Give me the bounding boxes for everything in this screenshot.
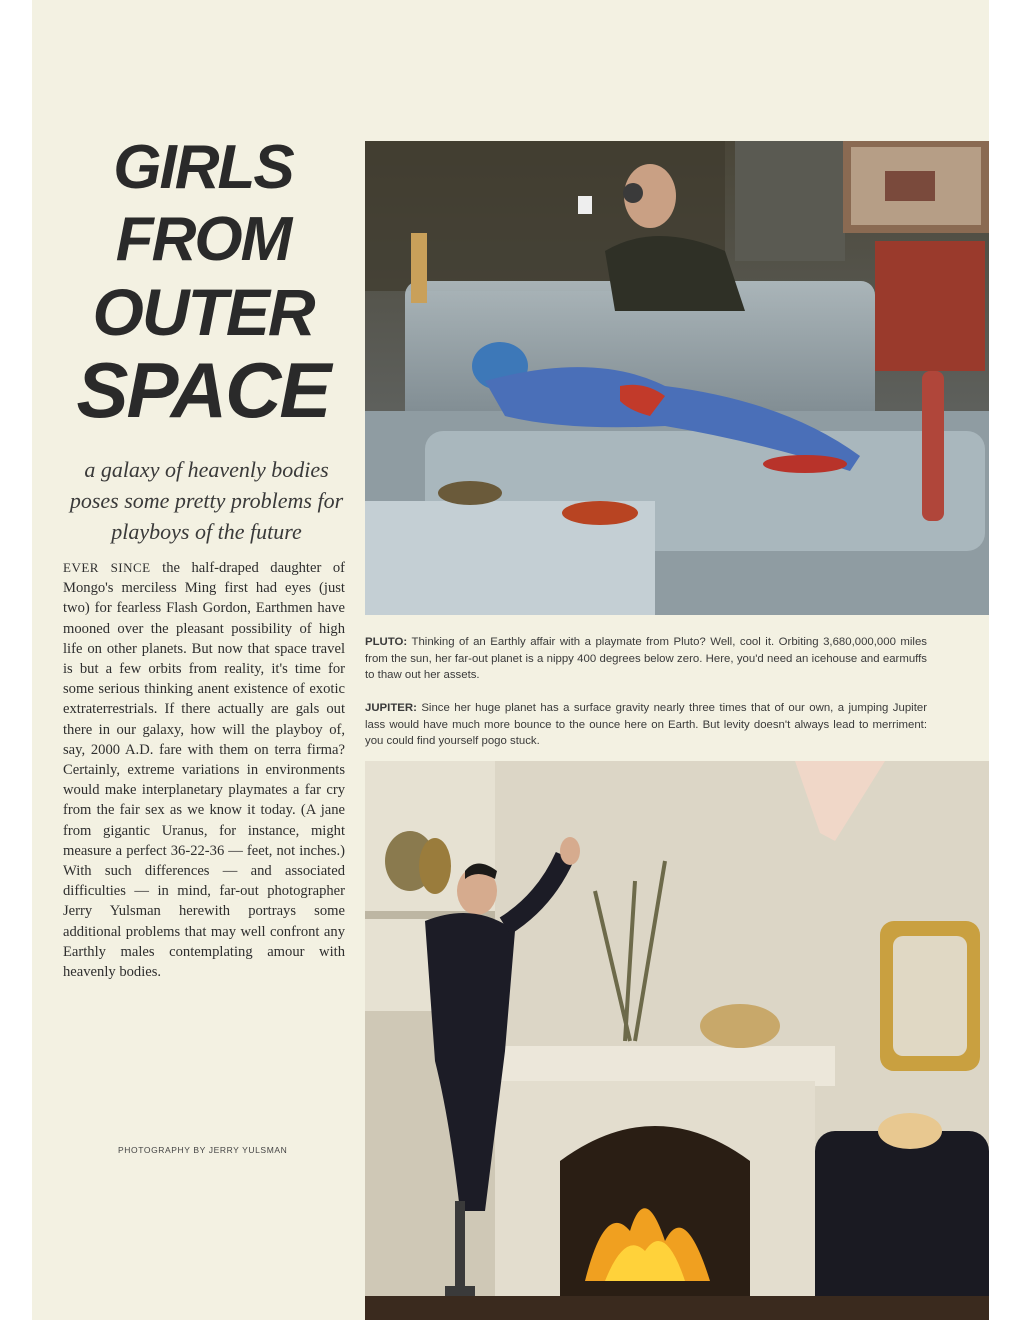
pluto-caption bbox=[365, 634, 927, 684]
jupiter-photo-illustration bbox=[365, 761, 989, 1320]
pluto-photo-illustration bbox=[365, 141, 989, 615]
headline-line-2: FROM bbox=[115, 205, 291, 274]
jupiter-caption-text: Since her huge planet has a surface gravity nearly three times that of our own, a jumping Jupiter lass would have much more bounce to the ounce here on Earth. But levity doesn't always lead to merriment: you could find yourself pogo stuck. bbox=[365, 702, 927, 748]
body-text: the half-draped daughter of Mongo's merciless Ming first had eyes (just two) for fearless Flash Gordon, Earthmen have mooned over the pleasant possibility of high life on other planets. But now that space travel is but a few orbits from reality, it's time for some serious thinking anent existence of exotic extraterrestrials. If there actually are gals out there in our galaxy, how will the playboy of, say, 2000 A.D. fare with them on terra firma? Certainly, extreme variations in environments would make interplanetary playmates a far cry from the fair sex as we know it today. (A jane from gigantic Uranus, for instance, might measure a perfect 36-22-36 — feet, not inches.) With such differences — and associated difficulties — in mind, far-out photographer Jerry Yulsman herewith portrays some additional problems that may well confront any Earthly males contemplating amour with heavenly bodies. bbox=[63, 560, 346, 981]
photo-credit: PHOTOGRAPHY BY JERRY YULSMAN bbox=[118, 1145, 288, 1155]
headline-line-1: GIRLS bbox=[113, 133, 293, 202]
headline-line-4: SPACE bbox=[76, 346, 330, 434]
jupiter-caption bbox=[365, 700, 927, 750]
pluto-caption-text: Thinking of an Earthly affair with a playmate from Pluto? Well, cool it. Orbiting 3,680,000,000 miles from the sun, her far-out planet is a nippy 400 degrees below zero. Here, you'd need an icehouse and earmuffs to thaw out her assets. bbox=[365, 636, 927, 682]
headline bbox=[58, 132, 348, 432]
headline-line-3: OUTER bbox=[92, 275, 314, 349]
pluto-photo bbox=[365, 141, 989, 615]
article-body bbox=[63, 558, 345, 982]
lead-in: EVER SINCE bbox=[63, 560, 151, 575]
jupiter-caption-label: JUPITER: bbox=[365, 702, 417, 714]
subheadline: a galaxy of heavenly bodies poses some pretty problems for playboys of the future bbox=[69, 457, 344, 544]
pluto-caption-label: PLUTO: bbox=[365, 636, 408, 648]
jupiter-photo bbox=[365, 761, 989, 1320]
